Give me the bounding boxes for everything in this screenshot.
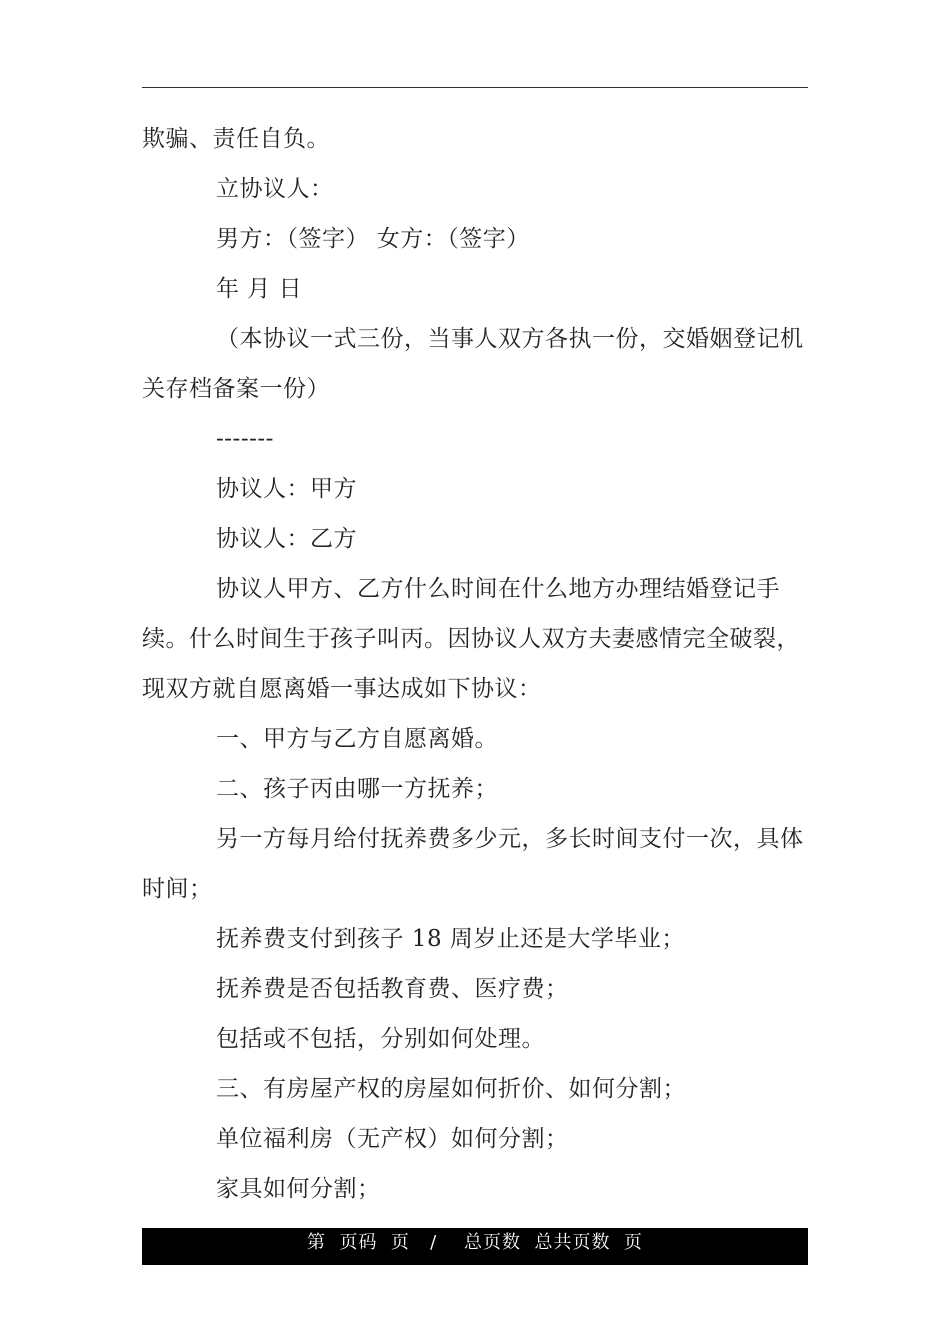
paragraph-line: 关存档备案一份） <box>142 376 330 402</box>
paragraph-line: 协议人：甲方 <box>216 476 357 502</box>
separator-line: ------- <box>216 426 274 452</box>
page-number-text: 第 页码 页 / 总页数 总共页数 页 <box>307 1231 643 1253</box>
paragraph-line: 协议人甲方、乙方什么时间在什么地方办理结婚登记手 <box>216 576 780 602</box>
document-body <box>142 114 808 1214</box>
paragraph-line: 二、孩子丙由哪一方抚养； <box>216 776 498 802</box>
paragraph-line: 协议人：乙方 <box>216 526 357 552</box>
paragraph-line: 时间； <box>142 876 213 902</box>
paragraph-line: 另一方每月给付抚养费多少元，多长时间支付一次，具体 <box>216 826 804 852</box>
page-footer <box>142 1228 808 1265</box>
header-rule <box>142 87 808 88</box>
paragraph-line: 男方：（签字） 女方：（签字） <box>216 226 530 252</box>
paragraph-line: 现双方就自愿离婚一事达成如下协议： <box>142 676 542 702</box>
paragraph-line: 一、甲方与乙方自愿离婚。 <box>216 726 498 752</box>
paragraph-line: 三、有房屋产权的房屋如何折价、如何分割； <box>216 1076 686 1102</box>
paragraph-line: 欺骗、责任自负。 <box>142 126 330 152</box>
paragraph-line: 包括或不包括，分别如何处理。 <box>216 1026 545 1052</box>
paragraph-line: 抚养费是否包括教育费、医疗费； <box>216 976 569 1002</box>
paragraph-line: 续。什么时间生于孩子叫丙。因协议人双方夫妻感情完全破裂， <box>142 626 800 652</box>
paragraph-line: 单位福利房（无产权）如何分割； <box>216 1126 569 1152</box>
paragraph-line: 立协议人： <box>216 176 334 202</box>
paragraph-line: （本协议一式三份，当事人双方各执一份，交婚姻登记机 <box>216 326 804 352</box>
paragraph-line: 年 月 日 <box>216 276 303 302</box>
paragraph-line: 抚养费支付到孩子 18 周岁止还是大学毕业； <box>216 926 685 952</box>
paragraph-line: 家具如何分割； <box>216 1176 381 1202</box>
